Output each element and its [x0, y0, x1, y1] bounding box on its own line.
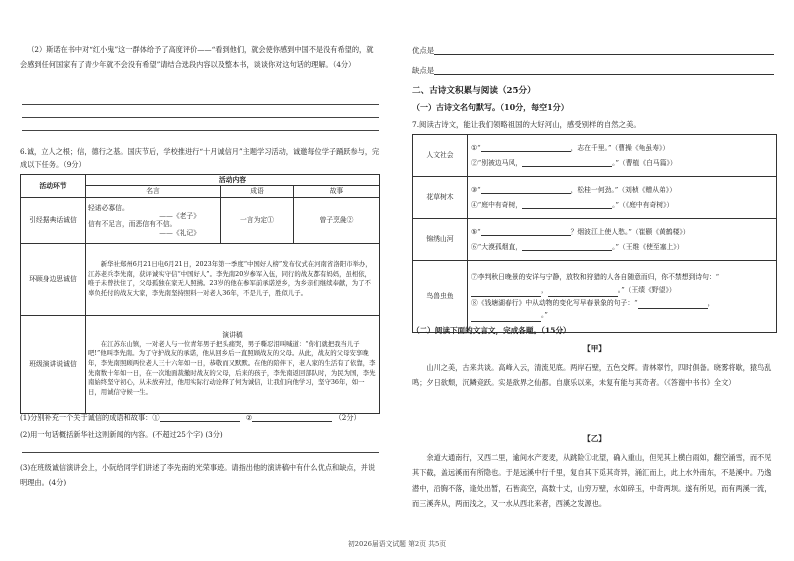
cons-line: 缺点是 [412, 66, 777, 75]
pros-blank[interactable] [434, 54, 774, 55]
landscape-cell: ⑤“ ？烟波江上使人愁。”（崔颢《黄鹤楼》） ⑥“大漠孤烟直， 。”（王维《使至塞上》） [468, 219, 777, 261]
speech-cell: 演讲稿 在江苏东山镇，一对老人与一位青年男子把头痛哭，男子嘶忍泪叫喊道：“你们就把我当儿子吧!”他叫李先南。为了守护战友的承诺，他从回乡后一直照顾战友的父母。从此，战友的父母安享晚年，李先南照顾两位老人三十六年如一日，恭敬而又默默。在他的陪伴下，老人家的生活有了依靠，李先南数十年如一日，在一次地面裁撤时战友的父母，后来的孩子，李先南返回部队时，为民为国，李先南始终坚守初心，从未放弃过，他用实际行动诠释了何为诚信，让我们向他学习，坚守36年，如一日，用诚信守候一生。 [86, 315, 380, 413]
section-title: 二、古诗文积累与阅读（25分） [412, 86, 536, 96]
table-header-activity: 活动环节 [21, 175, 86, 198]
page-footer: 初2026届语文试题 第2页 共5页 [347, 540, 447, 548]
passage-yi: 余道大通南行，又西二里，逾间水产麦麦，从跳险①北望，确入重山，但见其上横白雨如，翻空涌雪，而不见其下截，盖远溪而有所隐也。于是远溪中行千里，复自其下觅其奇异，涌汇而上，此上水外南东，不是溪中。乃逸潜中，沿胸不落，逢处出暂，石皆高空，高数十丈，山穷万壁，水如碎玉，中奇两坝。遂有所见，而有两溪一流，而三溪奔从，两而浅之，又一水从西北来者，西溪之发源也。 [412, 453, 772, 509]
category-landscape: 锦绣山河 [413, 219, 468, 261]
answer-line[interactable] [22, 117, 379, 118]
passage-yi-title: 【乙】 [583, 434, 606, 443]
answer-blank-1[interactable] [160, 421, 240, 422]
activity-table [20, 174, 380, 414]
blank-10[interactable] [471, 321, 541, 322]
blank-7[interactable] [471, 296, 541, 297]
answer-line[interactable] [22, 130, 379, 131]
table-header-content: 活动内容 [86, 175, 380, 186]
category-animals: 鸟兽虫鱼 [413, 261, 468, 333]
question-6-3: (3)在班级诚信演讲会上，小阮给同学们讲述了李先南的光荣事迹。请指出他的演讲稿中有什么优点和缺点，并说明理由。(4分) [20, 463, 376, 488]
category-humanities: 人文社会 [413, 135, 468, 177]
question-2-text: （2）斯诺在书中对“红小鬼”这一群体给予了高度评价——“看到他们，就会使你感到中国不是没有希望的，就会感到任何国家有了青少年就不会没有希望”请结合选段内容以及整本书，谈谈你对这句话的理解。（4分） [20, 45, 374, 70]
question-6-2: (2)用一句话概括新华社这则新闻的内容。(不超过25个字) (3分) [20, 430, 223, 439]
left-column [20, 42, 380, 73]
humanities-cell: ①“ ，志在千里。”（曹操《龟虽寿》） ②“别被边马风， 。”（曹植《白马篇》） [468, 135, 777, 177]
blank-2[interactable] [522, 166, 612, 167]
quotes-cell: 轻诺必寡信。 ——《老子》 信有不足言，而恶信有不信。 ——《礼记》 [86, 197, 221, 243]
plants-cell: ③“ ，松桂一何劲。”（刘桢《赠从弟》） ④“庭中有奇树， 。”（《庭中有奇树》） [468, 177, 777, 219]
story-cell[interactable]: 曾子烹彘② [294, 197, 380, 243]
blank-5[interactable] [481, 235, 571, 236]
blank-9[interactable] [638, 308, 708, 309]
answer-blank-2[interactable] [252, 421, 332, 422]
question-6-1: (1)分别补充一个关于诚信的成语和故事：① ② （2分） [20, 413, 361, 422]
blank-3[interactable] [481, 193, 571, 194]
answer-line[interactable] [22, 104, 379, 105]
idiom-cell[interactable]: 一言为定① [221, 197, 294, 243]
blank-1[interactable] [481, 151, 571, 152]
row-label-news: 环顾身边思诚信 [21, 243, 86, 315]
passage-jia: 山川之美，古来共谈。高峰入云，清流见底。两岸石壁，五色交辉。青林翠竹，四时俱备。晓雾将歇，猿鸟乱鸣；夕日欲颓，沉鳞竞跃。实是欲界之仙都。自康乐以来，未复有能与其奇者。（《答谢中书书》全文） [412, 363, 772, 388]
blank-6[interactable] [522, 250, 612, 251]
table-subheader-stories: 故事 [294, 186, 380, 197]
speech-title: 演讲稿 [222, 331, 243, 340]
blank-8[interactable] [548, 296, 618, 297]
row-label-speech: 班级演讲说诚信 [21, 315, 86, 413]
animals-cell: ⑦李判秋日晚景的安详与宁静，放牧和狩猎的人各自随意而归，你不禁想到诗句：“， 。”（王绩《野望》） ⑧《钱塘湖春行》中从动物的变化写早春景象的句子：“ ，。” [468, 261, 777, 333]
pros-line: 优点是 [412, 46, 777, 55]
table-subheader-idioms: 成语 [221, 186, 294, 197]
subsection-1-title: （一）古诗文名句默写。（10分，每空1分） [412, 102, 569, 112]
row-label-quotes: 引经据典话诚信 [21, 197, 86, 243]
blank-4[interactable] [522, 208, 612, 209]
poetry-table [412, 134, 777, 333]
passage-jia-title: 【甲】 [583, 344, 606, 353]
table-subheader-quotes: 名言 [86, 186, 221, 197]
category-plants: 花草树木 [413, 177, 468, 219]
subsection-2-title: （二）阅读下面的文言文，完成各题。（15分） [412, 326, 571, 335]
cons-blank[interactable] [434, 74, 774, 75]
answer-line[interactable] [22, 452, 379, 453]
question-7-intro: 7.阅读古诗文，能让我们领略祖国的大好河山，感受别样的自然之美。 [412, 120, 641, 129]
question-6-intro: 6.诚，立人之根；信，德行之基。国庆节后，学校推进行“十月诚信月”主题学习活动，诚邀每位学子踊跃参与，完成以下任务。（9分） [20, 147, 380, 169]
news-cell: 新华社郑州6月21日电6月21日，2023年第一季度“中国好人榜”发布仪式在河南省洛阳市举办，江苏老兵李先南，获评诚实守信“中国好人”。李先南20岁参军入伍，同行的战友都有妈妈，虽相依，唯子未曾扶住了，父母孤独在家无人照拂。23岁的他在参军前承诺逆乡，为乡亲们继续奉献，为了不辜负托付的战友大家，李先南坚持照料一对老人36年，不是儿子，胜似儿子。 [86, 243, 380, 315]
